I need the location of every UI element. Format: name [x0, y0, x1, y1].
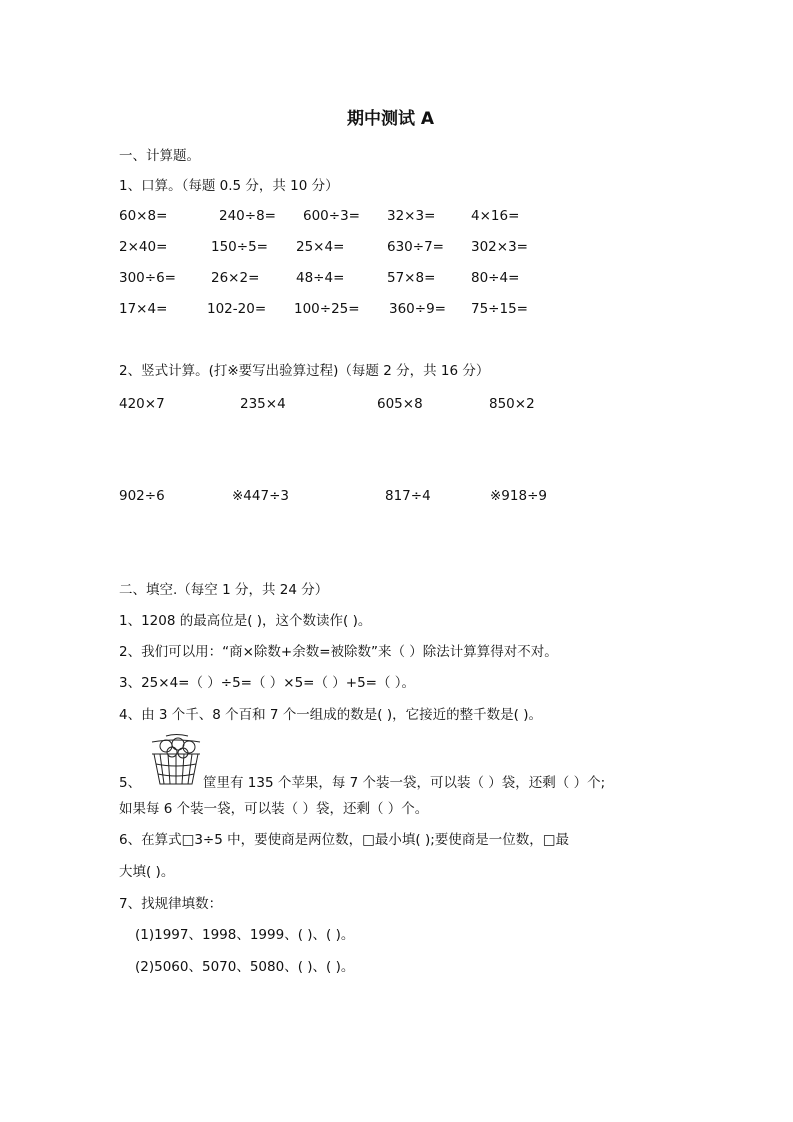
oral-item: 75÷15=: [471, 301, 528, 317]
vertical-calc-item: 817÷4: [385, 488, 431, 504]
vertical-calc-item: ※447÷3: [232, 488, 289, 504]
oral-item: 17×4=: [119, 301, 168, 317]
fill-q4: 4、由 3 个千、8 个百和 7 个一组成的数是( )，它接近的整千数是( )。: [119, 707, 542, 723]
oral-item: 302×3=: [471, 239, 528, 255]
oral-item: 4×16=: [471, 208, 520, 224]
fill-q6-line2: 大填( )。: [119, 864, 175, 880]
fill-q6-line1: 6、在算式□3÷5 中，要使商是两位数，□最小填( );要使商是一位数，□最: [119, 832, 570, 848]
section2-heading: 二、填空.（每空 1 分，共 24 分）: [119, 582, 329, 598]
oral-item: 360÷9=: [389, 301, 446, 317]
vertical-calc-item: 605×8: [377, 396, 423, 412]
oral-item: 240÷8=: [219, 208, 276, 224]
fill-q5-line2: 如果每 6 个装一袋，可以装（ ）袋，还剩（ ）个。: [119, 801, 429, 817]
section1-heading: 一、计算题。: [119, 148, 200, 164]
vertical-calc-item: 902÷6: [119, 488, 165, 504]
vertical-calc-item: 850×2: [489, 396, 535, 412]
oral-item: 57×8=: [387, 270, 436, 286]
fill-q5-number: 5、: [119, 775, 142, 791]
fill-q3: 3、25×4=（ ）÷5=（ ）×5=（ ）+5=（ ）。: [119, 675, 416, 691]
fill-q1: 1、1208 的最高位是( )，这个数读作( )。: [119, 613, 372, 629]
oral-item: 32×3=: [387, 208, 436, 224]
oral-item: 60×8=: [119, 208, 168, 224]
oral-item: 80÷4=: [471, 270, 520, 286]
oral-item: 48÷4=: [296, 270, 345, 286]
oral-item: 600÷3=: [303, 208, 360, 224]
page-title: 期中测试 A: [347, 109, 435, 129]
fill-q7-line1: (1)1997、1998、1999、( )、( )。: [135, 927, 355, 943]
oral-item: 300÷6=: [119, 270, 176, 286]
apple-basket-icon: [146, 732, 206, 788]
oral-item: 150÷5=: [211, 239, 268, 255]
oral-item: 630÷7=: [387, 239, 444, 255]
oral-item: 2×40=: [119, 239, 168, 255]
oral-item: 102-20=: [207, 301, 267, 317]
fill-q7-line2: (2)5060、5070、5080、( )、( )。: [135, 959, 355, 975]
q1-label: 1、口算。（每题 0.5 分，共 10 分）: [119, 178, 339, 194]
fill-q7-label: 7、找规律填数：: [119, 896, 223, 912]
fill-q2: 2、我们可以用：“商×除数+余数=被除数”来（ ）除法计算算得对不对。: [119, 644, 558, 660]
q2-label: 2、竖式计算。(打※要写出验算过程)（每题 2 分，共 16 分）: [119, 363, 490, 379]
fill-q5-line1: 筐里有 135 个苹果，每 7 个装一袋，可以装（ ）袋，还剩（ ）个;: [203, 775, 606, 791]
oral-item: 100÷25=: [294, 301, 360, 317]
oral-item: 25×4=: [296, 239, 345, 255]
vertical-calc-item: 235×4: [240, 396, 286, 412]
vertical-calc-item: 420×7: [119, 396, 165, 412]
oral-item: 26×2=: [211, 270, 260, 286]
vertical-calc-item: ※918÷9: [490, 488, 547, 504]
